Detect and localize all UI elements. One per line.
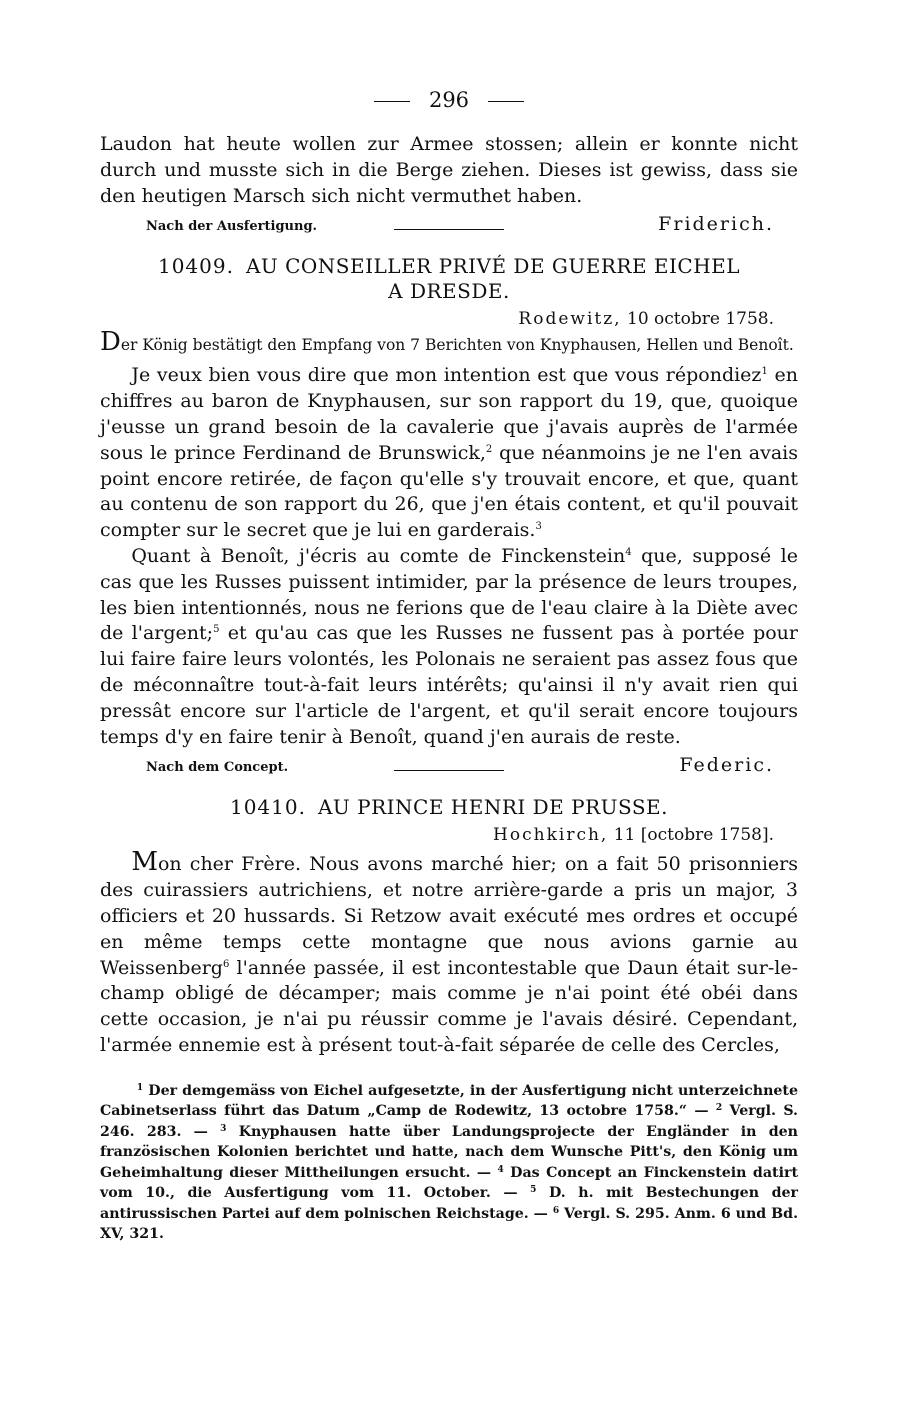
letter-10410-date: 11 [octobre 1758]. — [613, 825, 774, 846]
letter-10409-paragraph-1 — [100, 363, 798, 544]
footnote-number-3: 3 — [220, 1123, 227, 1134]
letter-10409-signature: Federic. — [679, 754, 774, 777]
letter-10409-signature-row — [100, 754, 798, 776]
footnote-ref-2: 2 — [485, 443, 493, 455]
header-dash-left — [374, 101, 410, 102]
letter-10409-source-note: Nach dem Concept. — [146, 760, 289, 776]
letter-10409-number: 10409. — [157, 254, 234, 279]
paragraph-text: l'année passée, il est incontestable que Daun était sur-le-champ obligé de décamper; mais comme je n'ai point été obéi dans cette occasion, je n'ai pu réussir comme je l'avais désiré. Cependant, l'armée ennemie est à présent tout-à-fait séparée de celle des Cercles, — [100, 956, 798, 1056]
letter-10409-summary — [100, 327, 798, 358]
paragraph-text: et qu'au cas que les Russes ne fussent pas à portée pour lui faire faire leurs volontés, les Polonais ne seraient pas assez fous que de méconnaître tout-à-fait leurs intérêts; qu'ainsi il n'y avait rien qui pressât encore sur l'article de l'argent, et qu'il serait encore toujours temps d'y en faire tenir à Benoît, quand j'en aurais de reste. — [100, 622, 798, 748]
footnote-text: Knyphausen hatte über Landungsprojecte der Engländer in den französischen Kolonien berichtet und hatte, nach dem Wunsche Pitt's, den König um Geheimhaltung dieser Mittheilungen ersucht. — — [100, 1123, 798, 1181]
letter-10409-place: Rodewitz, — [518, 309, 622, 330]
paragraph-text: Quant à Benoît, j'écris au comte de Finckenstein — [131, 544, 626, 567]
footnote-number-4: 4 — [497, 1164, 504, 1175]
prev-letter-body: Laudon hat heute wollen zur Armee stossen; allein er konnte nicht durch und musste sich in die Berge ziehen. Dieses ist gewiss, dass sie den heutigen Marsch sich nicht vermuthet haben. — [100, 133, 798, 207]
letter-10410-paragraph-1 — [100, 847, 798, 1058]
footnote-number-2: 2 — [715, 1103, 723, 1114]
footnote-ref-3: 3 — [535, 521, 542, 533]
footnote-text: Der demgemäss von Eichel aufgesetzte, in der Ausfertigung nicht unterzeichnete Cabinetserlass führt das Datum „Camp de Rodewitz, 13 octobre 1758.“ — — [100, 1082, 798, 1120]
letter-10409-paragraph-2 — [100, 544, 798, 750]
footnote-text: Das Concept an Finckenstein datirt vom 10., die Ausfertigung vom 11. October. — — [100, 1164, 799, 1202]
section-divider — [394, 229, 504, 230]
paragraph-text: en chiffres au baron de Knyphausen, sur son rapport du 19, que, quoique j'eusse un grand besoin de la cavalerie que j'avais auprès de l'armée sous le prince Ferdinand de Brunswick, — [100, 364, 798, 464]
paragraph-text: Je veux bien vous dire que mon intention est que vous répondiez — [131, 364, 762, 387]
letter-10410-place: Hochkirch, — [493, 825, 609, 846]
letter-10410-heading — [100, 795, 798, 820]
summary-text: er König bestätigt den Empfang von 7 Berichten von Knyphausen, Hellen und Benoît. — [120, 336, 794, 355]
footnote-number-1: 1 — [136, 1082, 144, 1093]
section-divider — [394, 770, 504, 771]
footnote-ref-4: 4 — [625, 546, 632, 558]
footnote-text: Vergl. S. 246. 283. — — [100, 1103, 798, 1140]
prev-letter-signature: Friderich. — [658, 213, 774, 236]
summary-initial: D — [100, 327, 121, 358]
letter-10409-dateline — [100, 308, 798, 330]
footnote-ref-5: 5 — [213, 624, 220, 636]
header-dash-right — [488, 101, 524, 102]
letter-10409-title-line1: AU CONSEILLER PRIVÉ DE GUERRE EICHEL — [245, 254, 741, 279]
page-number: 296 — [428, 88, 470, 112]
footnote-ref-6: 6 — [222, 958, 230, 970]
paragraph-text: que néanmoins je ne l'en avais point encore retirée, de façon qu'elle s'y trouvait encore, et que, quant au contenu de son rapport du 26, que j'en étais content, et qu'il pouvait compter sur le secret que je lui en garderais. — [100, 441, 798, 542]
prev-letter-source-note: Nach der Ausfertigung. — [146, 219, 318, 235]
paragraph-initial: M — [131, 847, 158, 878]
footnote-text: D. h. mit Bestechungen der antirussischen Partei auf dem polnischen Reichstage. — — [100, 1185, 798, 1222]
letter-10409-title-line2: A DRESDE. — [388, 279, 510, 304]
letter-10410-title: AU PRINCE HENRI DE PRUSSE. — [317, 795, 669, 820]
footnote-text: Vergl. S. 295. Anm. 6 und Bd. XV, 321. — [100, 1205, 799, 1243]
paragraph-text: on cher Frère. Nous avons marché hier; on a fait 50 prisonniers des cuirassiers autrichiens, et notre arrière-garde a pris un major, 3 officiers et 20 hussards. Si Retzow avait exécuté mes ordres et occupé en même temps cette montagne que nous avions garnie au Weissenberg — [100, 853, 798, 979]
footnotes — [100, 1081, 798, 1245]
page-header — [100, 88, 798, 112]
letter-10409-date: 10 octobre 1758. — [627, 309, 774, 330]
footnote-ref-1: 1 — [761, 366, 768, 378]
footnote-number-5: 5 — [530, 1185, 537, 1196]
paragraph-text: que, supposé le cas que les Russes puissent intimider, par la présence de leurs troupes, les bien intentionnés, nous ne ferions que de l'eau claire à la Diète avec de l'argent; — [100, 544, 798, 645]
letter-10410-dateline — [100, 824, 798, 846]
letter-10410-number: 10410. — [229, 795, 306, 820]
prev-letter-signature-row — [100, 213, 798, 235]
letter-10409-heading — [100, 254, 798, 304]
footnote-number-6: 6 — [552, 1205, 560, 1216]
